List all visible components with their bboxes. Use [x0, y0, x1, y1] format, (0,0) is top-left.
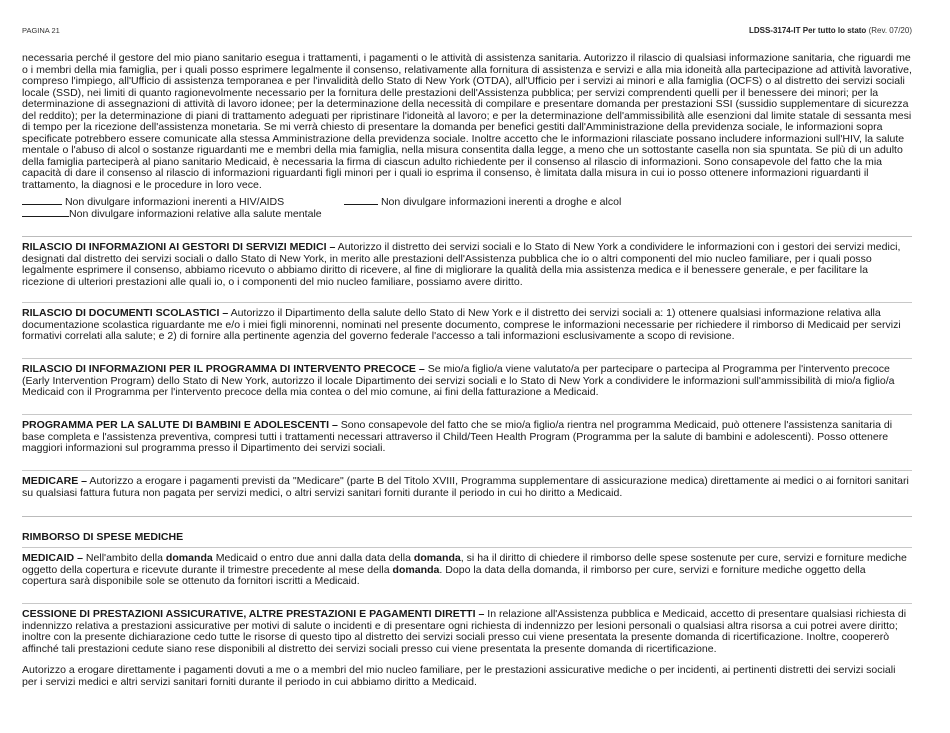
section-title: PROGRAMMA PER LA SALUTE DI BAMBINI E ADOLESCENTI – [22, 419, 338, 431]
divider [22, 302, 912, 303]
section-title: MEDICAID – [22, 552, 83, 564]
checkbox-hiv-aids[interactable] [22, 196, 62, 205]
label-mental-health: Non divulgare informazioni relative alla salute mentale [69, 208, 322, 220]
option-drugs-alcohol[interactable] [344, 196, 621, 209]
bold-term: domanda [165, 552, 213, 564]
form-revision: (Rev. 07/20) [868, 26, 912, 35]
section-title: MEDICARE – [22, 475, 88, 487]
section-text: Se mio/a figlio/a viene valutato/a per partecipare o partecipa al Programma per l'intervento precoce (Early Intervention Program) dello Stato di New York, autorizzo il locale Dipartimento dei servizi sociali e lo Stato di New York a condividere le informazioni sull'ammissibilità di mio/a figlio/a Medicaid con il Programma per l'intervento precoce della mia contea o del mio comune, ai fini della fatturazione a Medicaid. [22, 363, 895, 399]
section-text: Autorizzo a erogare i pagamenti previsti da "Medicare" (parte B del Titolo XVIII, Programma supplementare di assicurazione medica) direttamente ai medici o ai fornitori sanitari su qualsiasi fattura futura non pagata per servizi medici, o altri servizi sanitari forniti durante il periodo in cui ho diritto a Medicaid. [22, 475, 909, 499]
checkbox-drugs-alcohol[interactable] [344, 196, 378, 205]
reimbursement-heading: RIMBORSO DI SPESE MEDICHE [22, 531, 184, 543]
section-text: Autorizzo il Dipartimento della salute dello Stato di New York e il distretto dei servizi sociali a: 1) ottenere qualsiasi informazione relativa alla documentazione scolastica riguardante me e/o i miei figli minorenni, nominati nel presente documento, comprese le informazioni necessarie per richiedere il rimborso di Medicaid per servizi formativi correlati alla salute; e 2) di fornire alla pertinente agenzia del governo federale l'accesso a tali informazioni esclusivamente a scopo di revisione. [22, 307, 901, 343]
intro-section [22, 53, 912, 192]
section-title: CESSIONE DI PRESTAZIONI ASSICURATIVE, ALTRE PRESTAZIONI E PAGAMENTI DIRETTI – [22, 608, 485, 620]
section-title: RILASCIO DI INFORMAZIONI AI GESTORI DI SERVIZI MEDICI – [22, 241, 336, 253]
section-school-documents [22, 308, 912, 343]
form-identifier [749, 26, 912, 35]
divider [22, 470, 912, 471]
section-early-intervention [22, 364, 912, 399]
section-text: Sono consapevole del fatto che se mio/a figlio/a rientra nel programma Medicaid, può ottenere l'assistenza sanitaria di base completa e l'assistenza preventiva, compresi tutti i trattamenti necessari attraverso il Child/Teen Health Program (Programma per la salute di bambini e adolescenti). Posso ottenere maggiori informazioni sul programma presso il Dipartimento dei servizi sociali. [22, 419, 893, 455]
divider [22, 358, 912, 359]
section-medicaid [22, 553, 912, 588]
form-id: LDSS-3174-IT [748, 26, 801, 35]
disclosure-options [22, 196, 912, 222]
assignment-paragraph [22, 609, 912, 655]
form-scope: Per tutto lo stato [802, 26, 867, 35]
section-child-teen-health [22, 420, 912, 455]
option-hiv-aids[interactable] [22, 196, 284, 209]
section-title: RILASCIO DI DOCUMENTI SCOLASTICI – [22, 307, 229, 319]
section-text: Medicaid o entro due anni dalla data della [212, 552, 414, 564]
assignment-paragraph-2: Autorizzo a erogare direttamente i pagamenti dovuti a me o a membri del mio nucleo familiare, per le prestazioni assicurative mediche o per incidenti, ai pertinenti distretti dei servizi sociali per i servizi medici e altri servizi sanitari forniti durante il periodo in cui abbiamo diritto a Medicaid. [22, 664, 896, 688]
section-title: RILASCIO DI INFORMAZIONI PER IL PROGRAMMA DI INTERVENTO PRECOCE – [22, 363, 425, 375]
section-text: . Dopo la data della domanda, il rimborso per cure, servizi e forniture mediche oggetto della copertura sarà disponibile sole se ottenuto da fornitori iscritti a Medicaid. [22, 563, 866, 588]
section-text: , si ha il diritto di chiedere il rimborso delle spese sostenute per cure, servizi e forniture mediche oggetto della copertura e ricevute durante il trimestre precedente al mese della [22, 552, 907, 576]
divider [22, 547, 912, 548]
bold-term: domanda [392, 563, 440, 576]
section-assignment [22, 609, 912, 688]
bold-term: domanda [413, 552, 461, 564]
section-medicare [22, 476, 912, 499]
section-text: In relazione all'Assistenza pubblica e Medicaid, accetto di presentare qualsiasi richiesta di indennizzo relativa a prestazioni assicurative per motivi di salute o incidenti e di presentare ogni richiesta di indennizzo per lesioni personali o qualsiasi altra risorsa a cui potrei avere diritto; inoltre con la presente dichiarazione cedo tutte le risorse di questo tipo al distretto dei servizi sociali presso cui viene presentata la presente domanda di ricertificazione. Inoltre, coopererò affinché tali prestazioni cedute siano rese disponibili al distretto dei servizi sociali presso cui viene presentata la presente domanda di ricertificazione. [22, 608, 907, 655]
divider [22, 603, 912, 604]
option-mental-health[interactable] [22, 208, 322, 221]
section-medical-managers [22, 242, 912, 288]
intro-paragraph: necessaria perché il gestore del mio piano sanitario esegua i trattamenti, i pagamenti o le attività di assistenza sanitaria. Autorizzo il rilascio di qualsiasi informazione sanitaria, che riguardi me o i membri della mia famiglia, per i quali posso esprimere legalmente il consenso, relativamente alla fornitura di assistenza e servizi e alla mia idoneità alla partecipazione ad attività lavorative, compreso l'impiego, all'Ufficio di assistenza temporanea e per l'invalidità dello Stato di New York (OTDA), all'Ufficio per i servizi ai minori e alla famiglia (OCFS) o al distretto dei servizi sociali locale (SSD), nei limiti di quanto ragionevolmente necessario per la fornitura delle prestazioni dell'Assistenza pubblica; per servizi comprendenti quelli per il benessere dei minori; per la determinazione di assegnazioni di attività di lavoro idonee; per la determinazione della necessità di compilare e presentare domanda per prestazioni SSI (sussidio supplementare di sicurezza del reddito); per la determinazione di piani di trattamento adeguati per ripristinare l'idoneità al lavoro; e per la determinazione dell'ammissibilità alle esenzioni dal limite statale di sessanta mesi di tempo per la ricezione dell'assistenza monetaria. Se mi verrà chiesto di presentare la domanda per benefici gestiti dall'Amministrazione della previdenza sociale, le informazioni sopra specificate potrebbero essere comunicate alla stessa Amministrazione della previdenza sociale. Inoltre accetto che le informazioni rilasciate possano includere informazioni sull'HIV, la salute mentale o l'abuso di alcol o sostanze riguardanti me e membri della mia famiglia, nella misura consentita dalla legge, a meno che un sottostante casella non sia spuntata. Se più di un adulto della famiglia parteciperà al piano sanitario Medicaid, è necessaria la firma di ciascun adulto richiedente per il consenso al rilascio di informazioni. Sono consapevole del fatto che la mia capacità di dare il consenso al rilascio di informazioni riguardanti figli minori per i quali io esprima il consenso, è limitata dalla misura in cui io posso ottenere informazioni riguardanti il trattamento, la diagnosi e le procedure in loro vece. [22, 52, 912, 192]
section-text: Nell'ambito della [82, 552, 166, 564]
divider [22, 414, 912, 415]
divider [22, 516, 912, 517]
label-hiv-aids: Non divulgare informazioni inerenti a HIV/AIDS [64, 196, 285, 208]
divider [22, 236, 912, 237]
page-number: PAGINA 21 [22, 26, 60, 35]
checkbox-mental-health[interactable] [22, 208, 69, 217]
label-drugs-alcohol: Non divulgare informazioni inerenti a droghe e alcol [380, 196, 622, 208]
section-text: Autorizzo il distretto dei servizi sociali e lo Stato di New York a condividere le informazioni con i gestori dei servizi medici, designati dal distretto dei servizi sociali o dallo Stato di New York, in merito alle prestazioni dell'Assistenza pubblica che io o altri componenti del mio nucleo familiare, per i quali posso legalmente esprimere il consenso, abbiamo ricevuto o abbiamo diritto di ricevere, al fine di migliorare la qualità della mia assistenza medica e il benessere generale, e per facilitare la ricezione di ulteriori prestazioni alle quali io, o i componenti del mio nucleo familiare, possiamo avere diritto. [22, 241, 901, 288]
